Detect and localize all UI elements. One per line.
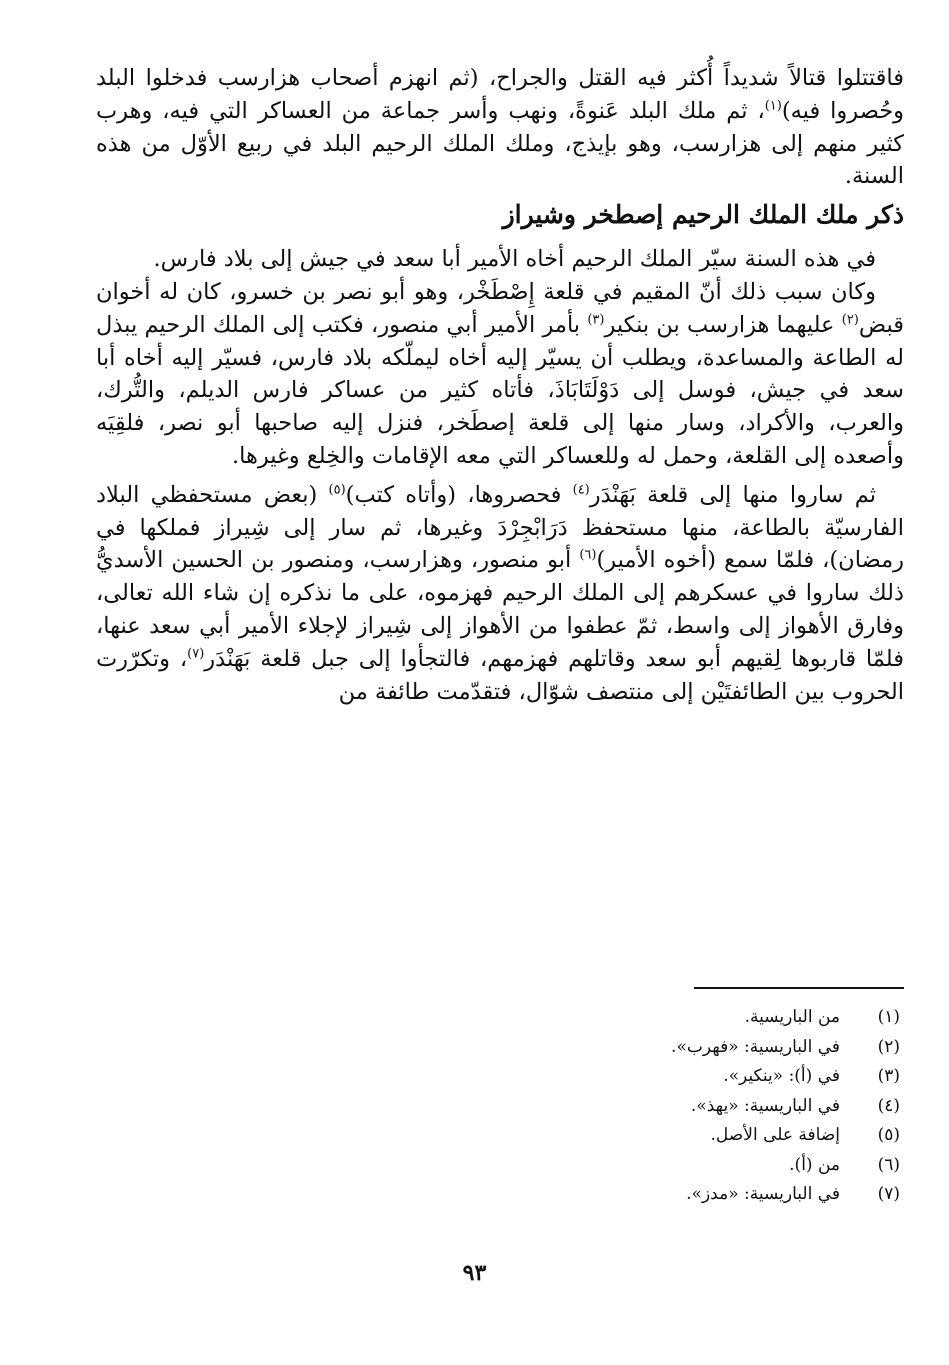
footnote-ref-7: (٧) xyxy=(187,646,205,662)
paragraph-1: فاقتتلوا قتالاً شديداً أُكثر فيه القتل والجراح، (ثم انهزم أصحاب هزارسب فدخلوا البلد وحُصروا فيه)$^{(١)}$، ثم ملك البلد عَنوةً، ونهب وأسر جماعة من العساكر التي فيه، وهرب كثير منهم إلى هزارسب، وهو بإيذج، وملك الملك الرحيم البلد في ربيع الأوّل من هذه السنة. xyxy=(96,65,904,190)
footnote-item xyxy=(96,1092,904,1122)
footnote-number: (٧) xyxy=(877,1184,900,1204)
paragraph-3: وكان سبب ذلك أنّ المقيم في قلعة إِصْطَخْر، وهو أبو نصر بن خسرو، كان له أخوان قبض$^{(٢)}$ عليهما هزارسب بن بنكير$^{(٣)}$ بأمر الأمير أبي منصور، فكتب إلى الملك الرحيم يبذل له الطاعة والمساعدة، ويطلب أن يسيّر إليه أخاه ليملّكه بلاد فارس، فسيّر إليه أخاه أبا سعد في جيش، فوسل إلى دَوْلَتَابَاذَ، فأتاه كثير من عساكر فارس الديلم، والتُّرك، والعرب، والأكراد، وسار منها إلى قلعة إصطَخر، فنزل إليه صاحبها أبو نصر، فلقِيَه وأصعده إلى القلعة، وحمل له وللعساكر التي معه الإقامات والخِلع وغيرها. xyxy=(96,278,904,469)
footnote-ref-3: (٣) xyxy=(587,312,605,328)
footnote-ref-6: (٦) xyxy=(579,547,597,563)
footnote-item xyxy=(96,1121,904,1151)
footnote-text: في الباريسية: «يهذ». xyxy=(690,1095,840,1116)
section-title: ذكر ملك الملك الرحيم إصطخر وشيراز xyxy=(502,200,904,230)
footnote-item xyxy=(96,1062,904,1092)
footnote-number: (١) xyxy=(877,1007,900,1027)
footnote-text: في الباريسية: «فهرب». xyxy=(671,1036,840,1057)
footnote-number: (٣) xyxy=(877,1066,900,1086)
footnote-separator xyxy=(694,987,904,989)
footnotes xyxy=(96,1003,904,1210)
main-text xyxy=(96,62,904,708)
footnote-number: (٤) xyxy=(877,1095,900,1116)
footnote-number: (٢) xyxy=(877,1036,900,1057)
footnote-item xyxy=(96,1033,904,1063)
footnote-text: من الباريسية. xyxy=(744,1007,840,1027)
footnote-item xyxy=(96,1003,904,1033)
footnote-item xyxy=(96,1180,904,1210)
footnote-text: في الباريسية: «مدز». xyxy=(686,1184,840,1204)
footnote-ref-2: (٢) xyxy=(841,312,859,328)
footnote-ref-4: (٤) xyxy=(572,482,590,498)
footnote-item xyxy=(96,1151,904,1181)
book-page xyxy=(96,62,904,1352)
footnote-ref-5: (٥) xyxy=(328,482,346,498)
footnote-number: (٥) xyxy=(877,1125,900,1145)
footnote-text: إضافة على الأصل. xyxy=(710,1125,840,1145)
page-number: ٩٣ xyxy=(462,1260,487,1286)
footnote-ref-1: (١) xyxy=(764,98,782,114)
paragraph-4: ثم ساروا منها إلى قلعة بَهَنْدَر$^{(٤)}$ فحصروها، (وأتاه كتب)$^{(٥)}$ (بعض مستحفظي البلاد الفارسيّة بالطاعة، منها مستحفظ دَرَابْجِرْدَ وغيرها، ثم سار إلى شِيراز فملكها في رمضان)، فلمّا سمع (أخوه الأمير)$^{(٦)}$ أبو منصور، وهزارسب، ومنصور بن الحسين الأسديُّ ذلك ساروا في عسكرهم إلى الملك الرحيم فهزموه، على ما نذكره إن شاء الله تعالى، وفارق الأهواز إلى واسط، ثمّ عطفوا من الأهواز إلى شِيراز لإجلاء الأمير أبي سعد عنها، فلمّا قاربوها لِقيهم أبو سعد وقاتلهم فهزمهم، فالتجأوا إلى جبل قلعة بَهَنْدَر$^{(٧)}$، وتكرّرت الحروب بين الطائفتَيْن إلى منتصف شوّال، فتقدّمت طائفة من xyxy=(96,481,904,705)
footnote-number: (٦) xyxy=(877,1154,900,1175)
footnote-text: من (أ). xyxy=(789,1154,840,1175)
paragraph-2: في هذه السنة سيّر الملك الرحيم أخاه الأمير أبا سعد في جيش إلى بلاد فارس. xyxy=(153,246,876,273)
footnote-text: في (أ): «ينكير». xyxy=(723,1066,840,1086)
